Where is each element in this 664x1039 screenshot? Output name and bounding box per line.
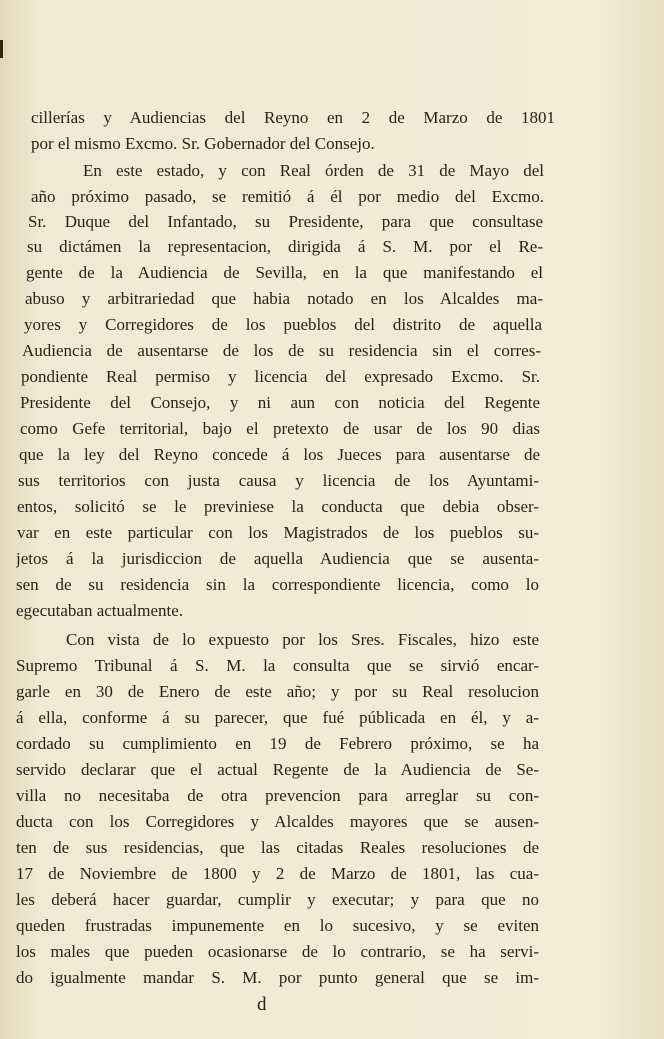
text-line: por el mismo Excmo. Sr. Gobernador del Consejo.: [31, 134, 375, 153]
text-line: garle en 30 de Enero de este año; y por su Real resolucion: [16, 682, 539, 701]
text-line: entos, solicitó se le previniese la conducta que debia obser-: [17, 497, 539, 516]
text-line: Con vista de lo expuesto por los Sres. Fiscales, hizo este: [66, 630, 539, 649]
text-line: cordado su cumplimiento en 19 de Febrero próximo, se ha: [16, 734, 539, 753]
text-line: Sr. Duque del Infantado, su Presidente, para que consultase: [28, 212, 543, 231]
text-line: cillerías y Audiencias del Reyno en 2 de Marzo de 1801: [31, 108, 555, 127]
text-line: queden frustradas impunemente en lo sucesivo, y se eviten: [16, 916, 539, 935]
text-line: Audiencia de ausentarse de los de su residencia sin el corres-: [22, 341, 541, 360]
text-line: sen de su residencia sin la correspondiente licencia, como lo: [16, 575, 539, 594]
text-line: gente de la Audiencia de Sevilla, en la que manifestando el: [26, 263, 543, 282]
text-line: yores y Corregidores de los pueblos del distrito de aquella: [24, 315, 542, 334]
text-line: do igualmente mandar S. M. por punto general que se im-: [16, 968, 539, 987]
text-line: 17 de Noviembre de 1800 y 2 de Marzo de 1801, las cua-: [16, 864, 539, 883]
text-line: sus territorios con justa causa y licencia de los Ayuntami-: [18, 471, 539, 490]
text-line: villa no necesitaba de otra prevencion para arreglar su con-: [16, 786, 539, 805]
text-line: var en este particular con los Magistrados de los pueblos su-: [17, 523, 539, 542]
text-line: abuso y arbitrariedad que habia notado en los Alcaldes ma-: [25, 289, 543, 308]
text-line: á ella, conforme á su parecer, que fué públicada en él, y a-: [16, 708, 539, 727]
text-line: pondiente Real permiso y licencia del expresado Excmo. Sr.: [21, 367, 540, 386]
text-line: Supremo Tribunal á S. M. la consulta que se sirvió encar-: [16, 656, 539, 675]
text-line: les deberá hacer guardar, cumplir y executar; y para que no: [16, 890, 539, 909]
text-line: jetos á la jurisdiccion de aquella Audiencia que se ausenta-: [16, 549, 539, 568]
text-line: año próximo pasado, se remitió á él por medio del Excmo.: [31, 187, 544, 206]
text-line: egecutaban actualmente.: [16, 601, 184, 620]
text-line: En este estado, y con Real órden de 31 de Mayo del: [83, 161, 544, 180]
text-line: su dictámen la representacion, dirigida á S. M. por el Re-: [27, 237, 543, 256]
text-line: que la ley del Reyno concede á los Jueces para ausentarse de: [19, 445, 540, 464]
text-line: como Gefe territorial, bajo el pretexto de usar de los 90 dias: [20, 419, 540, 438]
text-line: los males que pueden ocasionarse de lo contrario, se ha servi-: [16, 942, 539, 961]
text-line: Presidente del Consejo, y ni aun con noticia del Regente: [20, 393, 540, 412]
text-line: ducta con los Corregidores y Alcaldes mayores que se ausen-: [16, 812, 539, 831]
signature-mark: d: [257, 994, 267, 1015]
text-line: ten de sus residencias, que las citadas Reales resoluciones de: [16, 838, 539, 857]
text-line: servido declarar que el actual Regente de la Audiencia de Se-: [16, 760, 539, 779]
